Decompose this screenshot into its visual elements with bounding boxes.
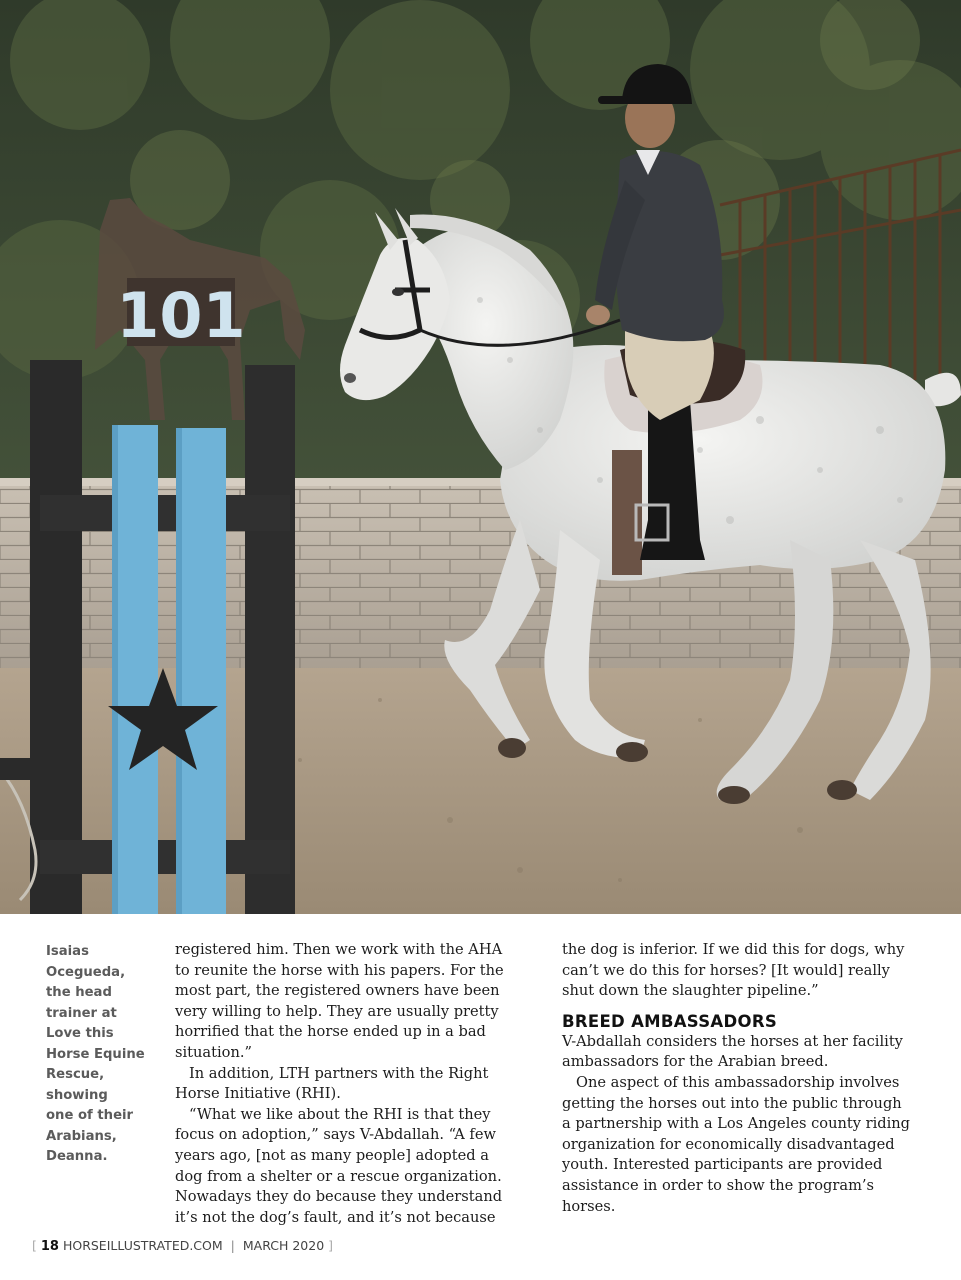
section-subhead: BREED AMBASSADORS (562, 1011, 778, 1031)
body-line: In addition, LTH partners with the Right (189, 1064, 489, 1082)
caption-line: showing (46, 1087, 108, 1103)
body-line: very willing to help. They are usually pretty (175, 1002, 499, 1020)
photo-caption (46, 942, 150, 1168)
body-line: getting the horses out into the public through (562, 1094, 902, 1112)
body-line: a partnership with a Los Angeles county riding (562, 1115, 911, 1133)
caption-line: Deanna. (46, 1149, 108, 1164)
body-line: can’t we do this for horses? [It would] really (562, 961, 890, 979)
body-line: dog from a shelter or a rescue organization. (175, 1167, 502, 1185)
body-line: youth. Interested participants are provided (562, 1156, 883, 1174)
body-line: ambassadors for the Arabian breed. (562, 1053, 829, 1071)
footer-bracket-close: ] (328, 1238, 334, 1253)
page-number: 18 (40, 1239, 59, 1254)
body-line: registered him. Then we work with the AHA (175, 941, 503, 958)
body-line: One aspect of this ambassadorship involves (576, 1073, 900, 1091)
page-footer (32, 1238, 333, 1254)
body-line: situation.” (175, 1043, 252, 1061)
caption-line: Isaias (46, 944, 89, 959)
body-line: focus on adoption,” says V-Abdallah. “A few (175, 1126, 496, 1144)
body-line: Horse Initiative (RHI). (175, 1085, 341, 1103)
body-line: organization for economically disadvantaged (562, 1135, 895, 1153)
caption-line: Arabians, (46, 1128, 117, 1144)
body-line: it’s not the dog’s fault, and it’s not because (175, 1208, 496, 1226)
caption-line: the head (46, 985, 112, 1000)
body-line: shut down the slaughter pipeline.” (562, 982, 819, 1000)
body-column-2 (562, 940, 932, 1217)
footer-divider: | (230, 1238, 235, 1253)
footer-issue: MARCH 2020 (242, 1238, 325, 1253)
jump-number: 101 (116, 279, 246, 352)
body-line: Nowadays they do because they understand (175, 1188, 503, 1206)
body-column-1 (175, 940, 520, 1228)
caption-line: Horse Equine (46, 1046, 145, 1062)
caption-line: Love this (46, 1026, 114, 1041)
caption-line: Ocegueda, (46, 964, 126, 980)
body-line: horses. (562, 1197, 616, 1215)
footer-bracket-open: [ (32, 1238, 37, 1253)
body-line: to reunite the horse with his papers. For the (175, 961, 504, 979)
body-line: most part, the registered owners have been (175, 982, 500, 1000)
footer-site: HORSEILLUSTRATED.COM (62, 1238, 223, 1253)
caption-line: trainer at (46, 1005, 117, 1021)
body-line: years ago, [not as many people] adopted a (175, 1146, 489, 1164)
body-line: the dog is inferior. If we did this for dogs, why (562, 941, 905, 958)
body-line: V-Abdallah considers the horses at her facility (562, 1032, 903, 1050)
body-line: assistance in order to show the program’s (562, 1176, 875, 1194)
caption-line: Rescue, (46, 1067, 105, 1082)
body-line: horrified that the horse ended up in a bad (175, 1023, 486, 1041)
caption-line: one of their (46, 1108, 134, 1123)
body-line: “What we like about the RHI is that they (189, 1105, 491, 1123)
